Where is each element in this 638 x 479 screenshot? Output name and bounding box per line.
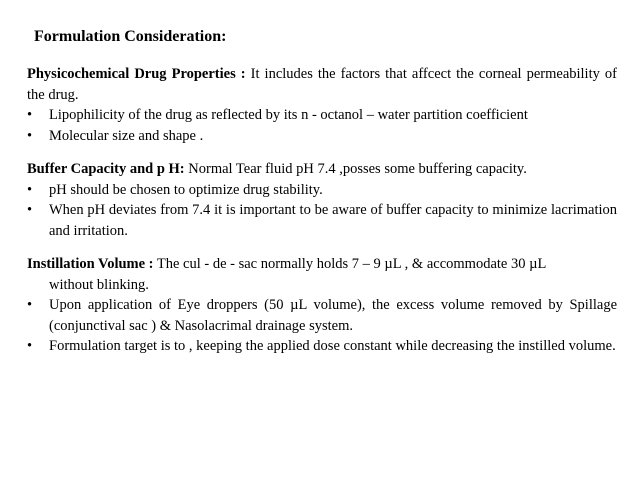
instill-heading: Instillation Volume : <box>27 256 154 272</box>
page-title: Formulation Consideration: <box>34 28 227 45</box>
list-item <box>27 126 617 147</box>
slide-content <box>27 64 617 357</box>
section-gap <box>27 241 617 254</box>
section-gap <box>27 146 617 159</box>
buffer-bullet-1: pH should be chosen to optimize drug stability. <box>49 181 323 198</box>
instill-bullet-2: Formulation target is to , keeping the applied dose constant while decreasing the instilled volume. <box>49 338 616 354</box>
instill-bullet-1: Upon application of Eye droppers (50 µL volume), the excess volume removed by Spillage (conjunctival sac ) & Nasolacrimal drainage system. <box>49 297 617 334</box>
buffer-heading: Buffer Capacity and p H: <box>27 161 185 177</box>
list-item <box>27 336 617 357</box>
buffer-bullet-2: When pH deviates from 7.4 it is important to be aware of buffer capacity to minimize lacrimation and irritation. <box>49 202 617 239</box>
bullet-icon: • <box>27 202 33 218</box>
bullet-icon: • <box>27 338 33 354</box>
list-item <box>27 200 617 241</box>
bullet-icon: • <box>27 127 33 144</box>
bullet-icon: • <box>27 297 33 313</box>
list-item <box>27 295 617 336</box>
bullet-icon: • <box>27 181 33 198</box>
instill-intro-cont: without blinking. <box>49 276 149 293</box>
buffer-paragraph <box>27 159 617 180</box>
physico-intro: It includes the factors that affcect the corneal permeability of the drug. <box>27 66 617 103</box>
physico-heading: Physicochemical Drug Properties : <box>27 66 246 82</box>
list-item <box>27 180 617 201</box>
physico-paragraph <box>27 64 617 105</box>
physico-bullet-1: Lipophilicity of the drug as reflected by its n - octanol – water partition coefficient <box>49 107 528 123</box>
instill-intro: The cul - de - sac normally holds 7 – 9 µL , & accommodate 30 µL <box>153 256 547 272</box>
instill-paragraph <box>27 254 617 275</box>
bullet-icon: • <box>27 107 33 123</box>
physico-bullet-2: Molecular size and shape . <box>49 127 204 144</box>
list-item <box>27 105 617 126</box>
buffer-intro: Normal Tear fluid pH 7.4 ,posses some buffering capacity. <box>184 161 527 177</box>
